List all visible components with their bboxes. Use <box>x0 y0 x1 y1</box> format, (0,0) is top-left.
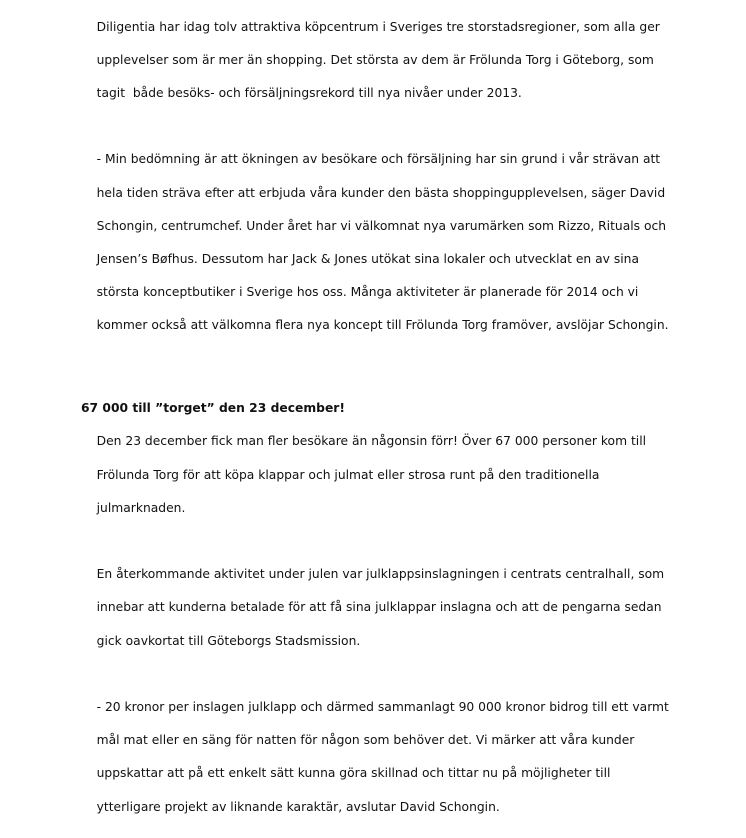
text-line: julmarknaden. <box>96 500 186 515</box>
text-line: innebar att kunderna betalade för att få sina julklappar inslagna och att de pengarna sedan <box>96 600 662 615</box>
text-line: hela tiden sträva efter att erbjuda våra kunder den bästa shoppingupplevelsen, säger David <box>96 185 666 200</box>
text-line: uppskattar att på ett enkelt sätt kunna göra skillnad och tittar nu på möjligheter till <box>96 766 611 781</box>
text-line: ytterligare projekt av liknande karaktär, avslutar David Schongin. <box>96 799 500 814</box>
text-line: upplevelser som är mer än shopping. Det största av dem är Frölunda Torg i Göteborg, som <box>96 52 654 67</box>
text-line: - Min bedömning är att ökningen av besökare och försäljning har sin grund i vår strävan att <box>96 152 661 167</box>
text-line: mål mat eller en säng för natten för någon som behöver det. Vi märker att våra kunder <box>96 733 635 748</box>
text-line: En återkommande aktivitet under julen var julklappsinslagningen i centrats centralhall, som <box>96 567 665 582</box>
document-body <box>81 2 721 838</box>
text-line: tagit både besöks- och försäljningsrekord till nya nivåer under 2013. <box>96 85 522 100</box>
text-line: Diligentia har idag tolv attraktiva köpcentrum i Sveriges tre storstadsregioner, som alla ger <box>96 19 660 34</box>
text-line: Schongin, centrumchef. Under året har vi välkomnat nya varumärken som Rizzo, Rituals och <box>96 218 667 233</box>
section-heading: 67 000 till ”torget” den 23 december! <box>81 401 345 416</box>
paragraph-intro <box>81 2 721 118</box>
text-line: - 20 kronor per inslagen julklapp och därmed sammanlagt 90 000 kronor bidrog till ett varmt <box>96 699 669 714</box>
text-line: kommer också att välkomna flera nya koncept till Frölunda Torg framöver, avslöjar Schongin. <box>96 318 669 333</box>
text-line: största konceptbutiker i Sverige hos oss. Många aktiviteter är planerade för 2014 och vi <box>96 285 639 300</box>
text-line: Frölunda Torg för att köpa klappar och julmat eller strosa runt på den traditionella <box>96 467 600 482</box>
paragraph-december-record <box>81 367 721 533</box>
paragraph-gift-wrapping <box>81 550 721 666</box>
text-line: Jensen’s Bøfhus. Dessutom har Jack & Jones utökat sina lokaler och utvecklat en av sina <box>96 251 640 266</box>
text-line: gick oavkortat till Göteborgs Stadsmission. <box>96 633 361 648</box>
paragraph-quote-closing <box>81 682 721 831</box>
paragraph-quote-schongin <box>81 135 721 351</box>
text-line: Den 23 december fick man fler besökare än någonsin förr! Över 67 000 personer kom till <box>96 434 647 449</box>
